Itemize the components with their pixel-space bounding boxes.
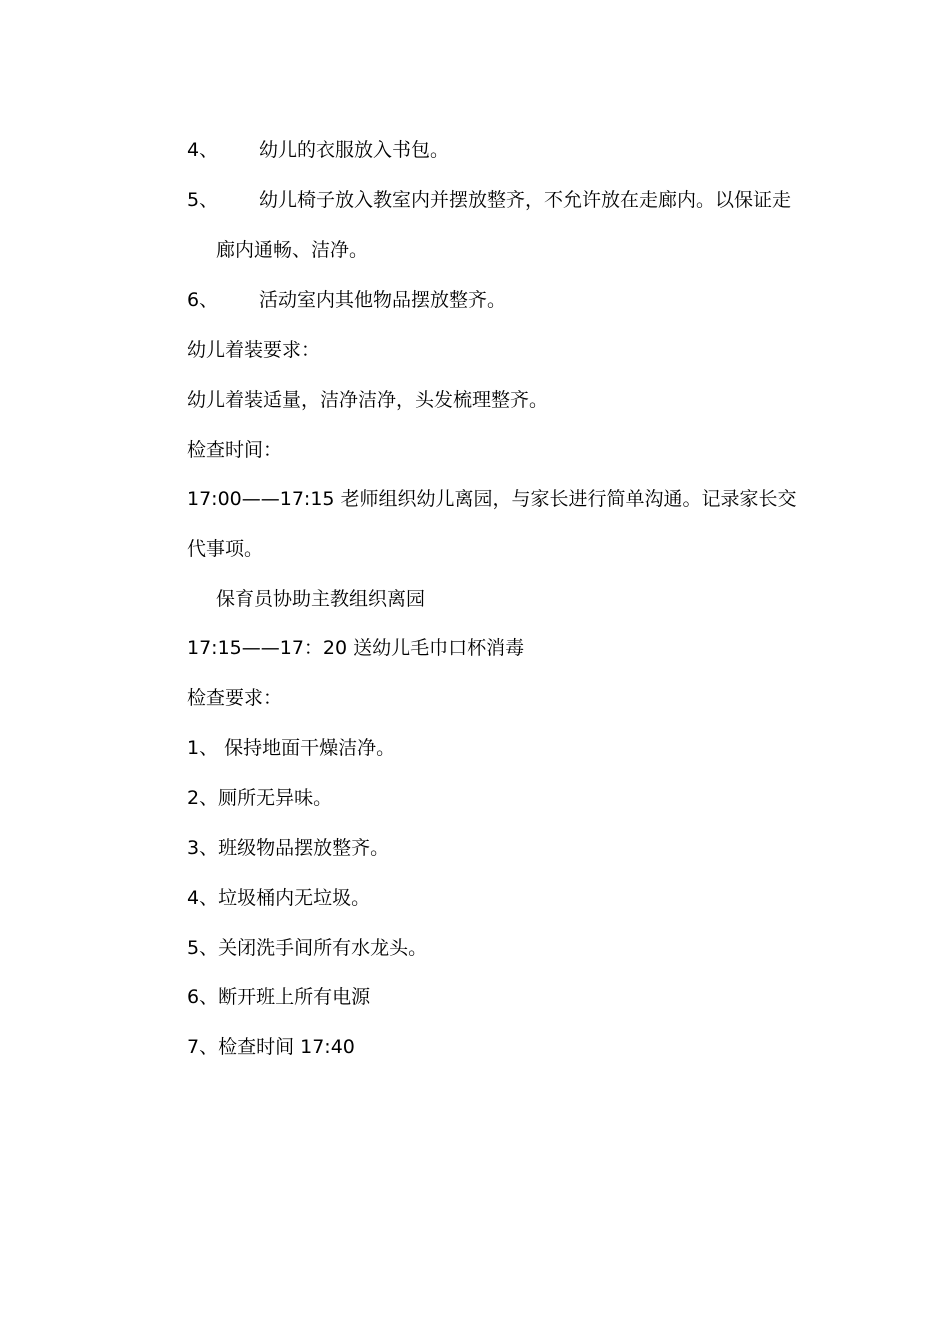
- requirement-item-6: 6、断开班上所有电源: [187, 986, 371, 1008]
- list-text: 幼儿椅子放入教室内并摆放整齐，不允许放在走廊内。以保证走: [259, 189, 792, 211]
- dress-text: 幼儿着装适量，洁净洁净，头发梳理整齐。: [187, 389, 549, 411]
- list-item-6: [187, 287, 506, 313]
- list-number: 6、: [187, 289, 219, 311]
- check-requirements-heading: 检查要求：: [187, 687, 283, 709]
- list-item-4: [187, 137, 449, 163]
- list-text: 幼儿的衣服放入书包。: [259, 139, 450, 161]
- schedule-entry-2: 17:15——17：20 送幼儿毛巾口杯消毒: [187, 637, 525, 659]
- requirement-item-1: 1、 保持地面干燥洁净。: [187, 737, 396, 759]
- check-time-heading: 检查时间：: [187, 439, 283, 461]
- requirement-item-7: 7、检查时间 17:40: [187, 1036, 355, 1058]
- requirement-item-2: 2、厕所无异味。: [187, 787, 333, 809]
- list-text: 活动室内其他物品摆放整齐。: [259, 289, 507, 311]
- requirement-item-5: 5、关闭洗手间所有水龙头。: [187, 937, 428, 959]
- requirement-item-3: 3、班级物品摆放整齐。: [187, 837, 390, 859]
- dress-heading: 幼儿着装要求：: [187, 339, 321, 361]
- list-number: 5、: [187, 189, 219, 211]
- schedule-entry-1: 17:00——17:15 老师组织幼儿离园，与家长进行简单沟通。记录家长交: [187, 488, 797, 510]
- schedule-entry-1-note: 保育员协助主教组织离园: [216, 588, 426, 610]
- list-item-5-continuation: 廊内通畅、洁净。: [216, 239, 369, 261]
- list-number: 4、: [187, 139, 219, 161]
- requirement-item-4: 4、垃圾桶内无垃圾。: [187, 887, 371, 909]
- schedule-entry-1-continuation: 代事项。: [187, 538, 264, 560]
- list-item-5: [187, 187, 791, 213]
